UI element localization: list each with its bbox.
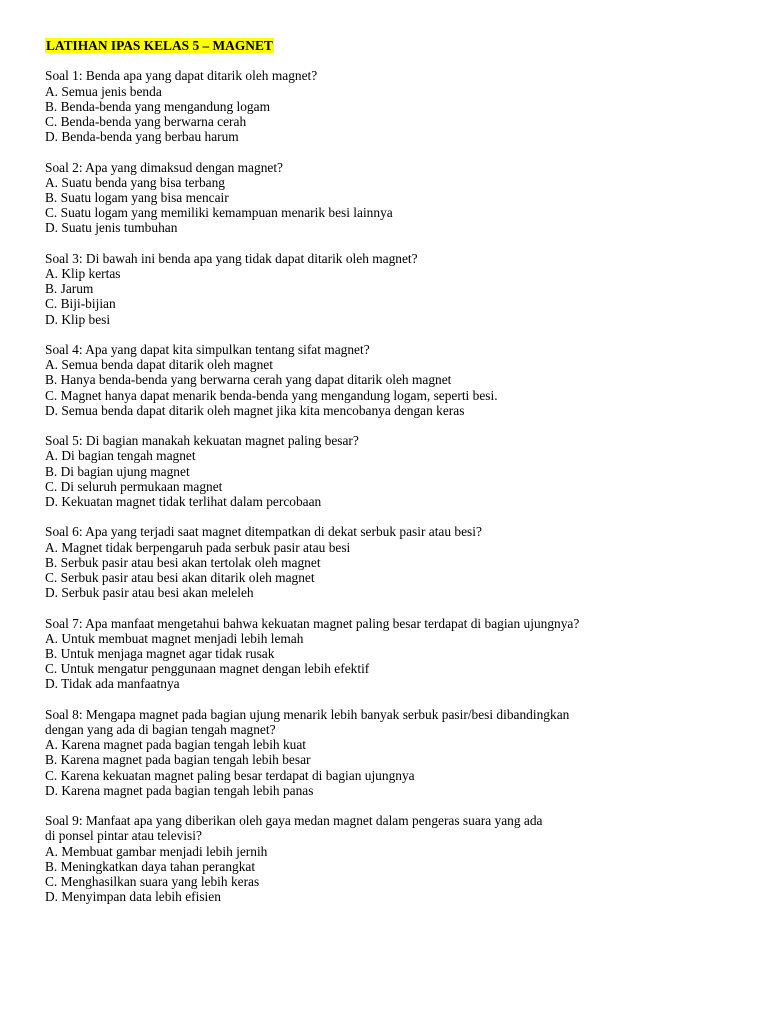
answer-option: C. Suatu logam yang memiliki kemampuan menarik besi lainnya xyxy=(45,205,393,221)
question-text: Soal 8: Mengapa magnet pada bagian ujung menarik lebih banyak serbuk pasir/besi dibandingkan xyxy=(45,706,570,722)
answer-option: B. Untuk menjaga magnet agar tidak rusak xyxy=(45,646,275,662)
answer-option: A. Klip kertas xyxy=(45,266,121,281)
answer-option: B. Di bagian ujung magnet xyxy=(45,463,190,479)
question-block xyxy=(45,524,735,600)
answer-option: B. Jarum xyxy=(45,281,94,297)
question-block xyxy=(45,813,735,904)
question-text: Soal 4: Apa yang dapat kita simpulkan tentang sifat magnet? xyxy=(45,342,370,357)
question-text: Soal 7: Apa manfaat mengetahui bahwa kekuatan magnet paling besar terdapat di bagian ujungnya? xyxy=(45,615,580,631)
question-text: Soal 5: Di bagian manakah kekuatan magnet paling besar? xyxy=(45,433,359,449)
question-text: Soal 6: Apa yang terjadi saat magnet ditempatkan di dekat serbuk pasir atau besi? xyxy=(45,524,482,540)
document-title: LATIHAN IPAS KELAS 5 – MAGNET xyxy=(46,38,273,53)
question-block xyxy=(45,160,735,236)
answer-option: A. Magnet tidak berpengaruh pada serbuk pasir atau besi xyxy=(45,539,351,555)
answer-option: A. Semua jenis benda xyxy=(45,83,162,99)
answer-option: C. Biji-bijian xyxy=(45,296,116,312)
answer-option: A. Suatu benda yang bisa terbang xyxy=(45,174,225,190)
answer-option: A. Membuat gambar menjadi lebih jernih xyxy=(45,843,268,859)
question-text: Soal 3: Di bawah ini benda apa yang tidak dapat ditarik oleh magnet? xyxy=(45,250,418,266)
question-block xyxy=(45,433,735,509)
answer-option: D. Benda-benda yang berbau harum xyxy=(45,129,239,145)
answer-option: C. Menghasilkan suara yang lebih keras xyxy=(45,874,260,890)
question-block xyxy=(45,342,735,418)
question-block xyxy=(45,707,735,798)
answer-option: C. Karena kekuatan magnet paling besar terdapat di bagian ujungnya xyxy=(45,767,415,783)
answer-option: B. Suatu logam yang bisa mencair xyxy=(45,190,229,205)
answer-option: C. Benda-benda yang berwarna cerah xyxy=(45,114,247,129)
answer-option: D. Menyimpan data lebih efisien xyxy=(45,889,221,905)
answer-option: D. Suatu jenis tumbuhan xyxy=(45,220,178,236)
answer-option: C. Untuk mengatur penggunaan magnet dengan lebih efektif xyxy=(45,661,370,677)
question-block xyxy=(45,68,735,144)
question-text: Soal 1: Benda apa yang dapat ditarik oleh magnet? xyxy=(45,68,318,84)
answer-option: D. Kekuatan magnet tidak terlihat dalam percobaan xyxy=(45,494,322,510)
answer-option: A. Di bagian tengah magnet xyxy=(45,448,196,464)
answer-option: A. Semua benda dapat ditarik oleh magnet xyxy=(45,357,273,373)
question-block xyxy=(45,616,735,692)
answer-option: D. Serbuk pasir atau besi akan meleleh xyxy=(45,585,254,601)
question-list xyxy=(45,68,735,904)
answer-option: D. Tidak ada manfaatnya xyxy=(45,676,180,692)
question-text: Soal 2: Apa yang dimaksud dengan magnet? xyxy=(45,159,284,175)
answer-option: A. Untuk membuat magnet menjadi lebih lemah xyxy=(45,630,304,646)
answer-option: B. Hanya benda-benda yang berwarna cerah yang dapat ditarik oleh magnet xyxy=(45,372,452,388)
answer-option: B. Benda-benda yang mengandung logam xyxy=(45,98,270,114)
answer-option: D. Semua benda dapat ditarik oleh magnet jika kita mencobanya dengan keras xyxy=(45,402,465,418)
answer-option: D. Karena magnet pada bagian tengah lebih panas xyxy=(45,782,314,798)
answer-option: B. Karena magnet pada bagian tengah lebih besar xyxy=(45,752,311,768)
question-text: dengan yang ada di bagian tengah magnet? xyxy=(45,722,276,738)
answer-option: C. Serbuk pasir atau besi akan ditarik oleh magnet xyxy=(45,570,315,586)
question-text: di ponsel pintar atau televisi? xyxy=(45,828,202,844)
answer-option: C. Magnet hanya dapat menarik benda-benda yang mengandung logam, seperti besi. xyxy=(45,387,498,403)
answer-option: B. Meningkatkan daya tahan perangkat xyxy=(45,858,256,874)
answer-option: A. Karena magnet pada bagian tengah lebih kuat xyxy=(45,737,307,753)
answer-option: B. Serbuk pasir atau besi akan tertolak oleh magnet xyxy=(45,554,321,570)
question-block xyxy=(45,251,735,327)
document-page xyxy=(45,38,735,920)
question-text: Soal 9: Manfaat apa yang diberikan oleh gaya medan magnet dalam pengeras suara yang ada xyxy=(45,813,543,829)
answer-option: C. Di seluruh permukaan magnet xyxy=(45,478,223,494)
answer-option: D. Klip besi xyxy=(45,311,111,327)
